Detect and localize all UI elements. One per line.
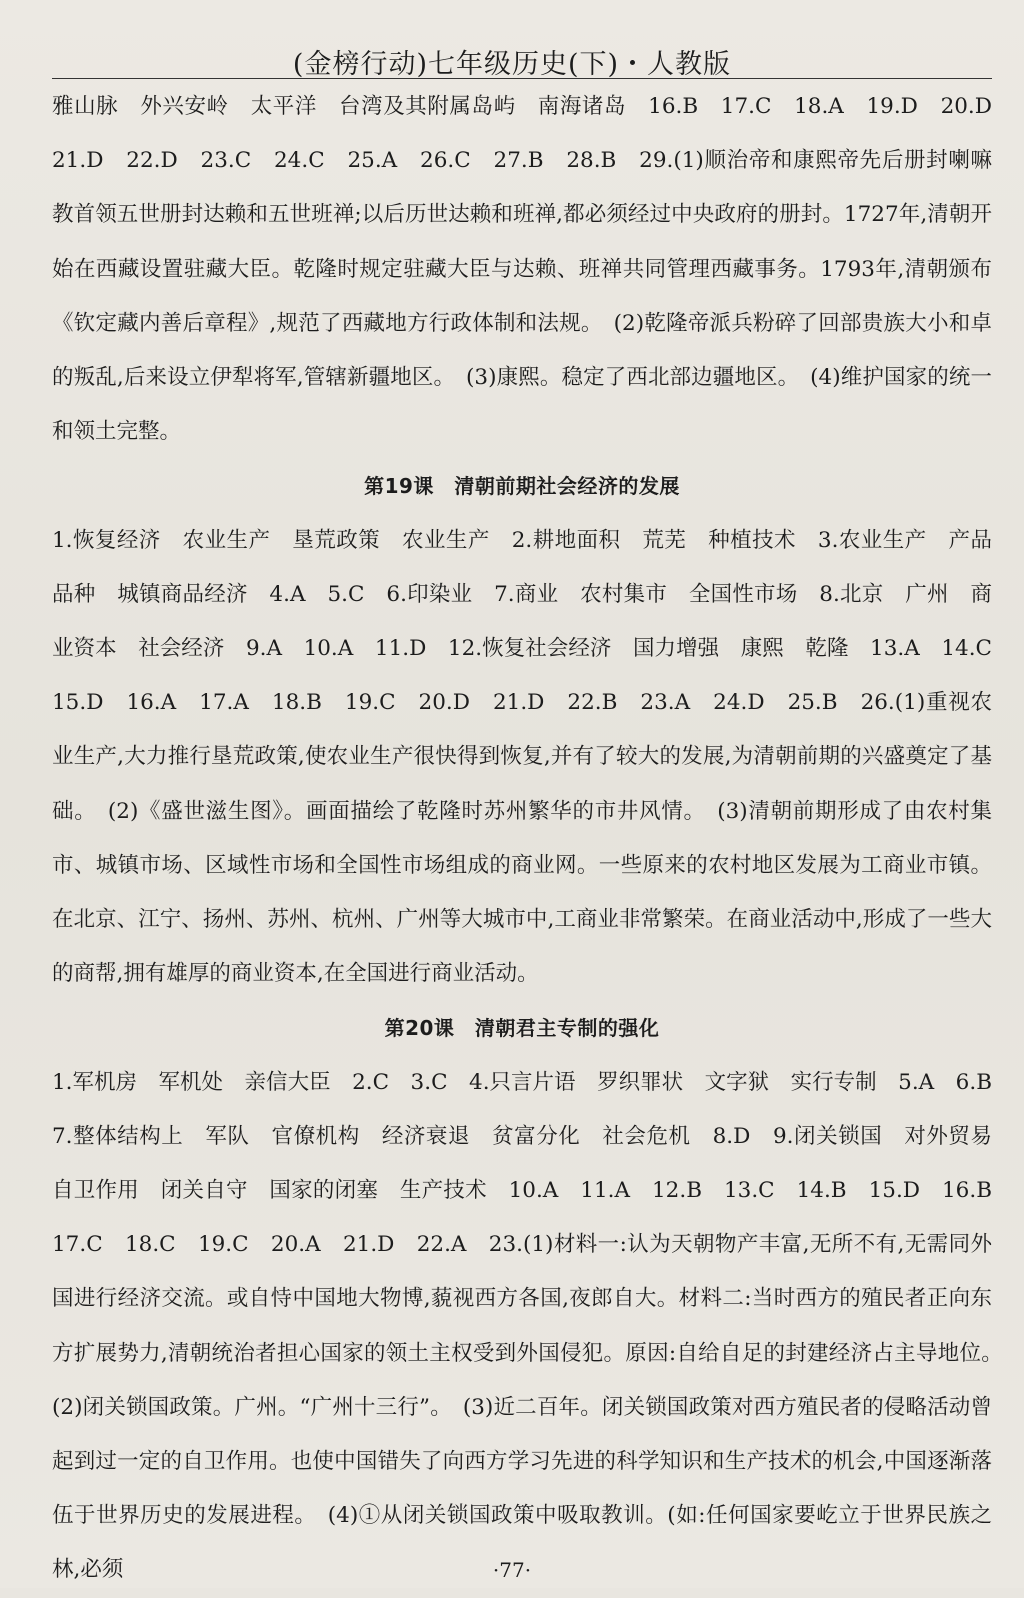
answer-paragraph: 1.军机房 军机处 亲信大臣 2.C 3.C 4.只言片语 罗织罪状 文字狱 实行专制 5.A 6.B 7.整体结构上 军队 官僚机构 经济衰退 贫富分化 社会危机 8.D 9.闭关锁国 对外贸易 自卫作用 闭关自守 国家的闭塞 生产技术 10.A 11.A 12.B 13.C 14.B 15.D 16.B 17.C 18.C 19.C 20.A 21.D 22.A 23.(1)材料一:认为天朝物产丰富,无所不有,无需同外国进行经济交流。或自恃中国地大物博,藐视西方各国,夜郎自大。材料二:当时西方的殖民者正向东方扩展势力,清朝统治者担心国家的领土主权受到外国侵犯。原因:自给自足的封建经济占主导地位。 (2)闭关锁国政策。广州。“广州十三行”。 (3)近二百年。闭关锁国政策对西方殖民者的侵略活动曾起到过一定的自卫作用。也使中国错失了向西方学习先进的科学知识和生产技术的机会,中国逐渐落伍于世界历史的发展进程。 (4)①从闭关锁国政策中吸取教训。(如:任何国家要屹立于世界民族之林,必须	[52, 1069, 1014, 1583]
answer-content	[52, 80, 1014, 1598]
page-number: ·77·	[492, 1558, 532, 1582]
answer-paragraph: 雅山脉 外兴安岭 太平洋 台湾及其附属岛屿 南海诸岛 16.B 17.C 18.A 19.D 20.D 21.D 22.D 23.C 24.C 25.A 26.C 27.B 28.B 29.(1)顺治帝和康熙帝先后册封喇嘛教首领五世册封达赖和五世班禅;以后历世达赖和班禅,都必须经过中央政府的册封。1727年,清朝开始在西藏设置驻藏大臣。乾隆时规定驻藏大臣与达赖、班禅共同管理西藏事务。1793年,清朝颁布《钦定藏内善后章程》,规范了西藏地方行政体制和法规。 (2)乾隆帝派兵粉碎了回部贵族大小和卓的叛乱,后来设立伊犁将军,管辖新疆地区。 (3)康熙。稳定了西北部边疆地区。 (4)维护国家的统一和领土完整。	[52, 94, 1014, 445]
answer-paragraph: 1.恢复经济 农业生产 垦荒政策 农业生产 2.耕地面积 荒芜 种植技术 3.农业生产 产品品种 城镇商品经济 4.A 5.C 6.印染业 7.商业 农村集市 全国性市场 8.北京 广州 商业资本 社会经济 9.A 10.A 11.D 12.恢复社会经济 国力增强 康熙 乾隆 13.A 14.C 15.D 16.A 17.A 18.B 19.C 20.D 21.D 22.B 23.A 24.D 25.B 26.(1)重视农业生产,大力推行垦荒政策,使农业生产很快得到恢复,并有了较大的发展,为清朝前期的兴盛奠定了基础。 (2)《盛世滋生图》。画面描绘了乾隆时苏州繁华的市井风情。 (3)清朝前期形成了由农村集市、城镇市场、区域性市场和全国性市场组成的商业网。一些原来的农村地区发展为工商业市镇。在北京、江宁、扬州、苏州、杭州、广州等大城市中,工商业非常繁荣。在商业活动中,形成了一些大的商帮,拥有雄厚的商业资本,在全国进行商业活动。	[52, 527, 1014, 987]
lesson-heading: 第20课 清朝君主专制的强化	[384, 1016, 660, 1041]
header-divider	[52, 78, 992, 79]
page-header-title: (金榜行动)七年级历史(下)・人教版	[292, 49, 732, 80]
lesson-heading: 第19课 清朝前期社会经济的发展	[364, 474, 680, 499]
